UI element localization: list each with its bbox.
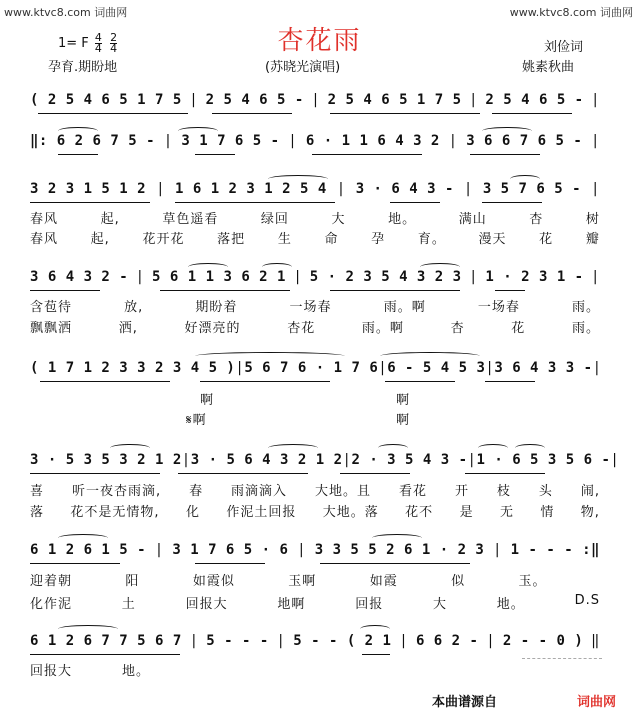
lyrics-line-6b: 落 花不是无情物, 化 作泥土回报 大地。落 花不 是 无 情 物, [30,505,600,520]
measure: 2 5 4 6 5 1 7 5 [327,92,462,108]
cropped-line [522,652,602,659]
underline [30,473,160,474]
measure: 3 · 5 6 4 3 2 1 2 [190,452,343,468]
key-label: 1= F [58,36,89,51]
slur [378,444,408,452]
composer: 姚素秋曲 [522,60,575,75]
underline [330,290,460,291]
slur [58,625,118,633]
underline [212,113,292,114]
measure: ( 2 5 4 6 5 1 7 5 [30,92,182,108]
key-signature [58,33,119,54]
measure: 5 6 7 6 · 1 7 6 [244,360,379,376]
underline [30,563,120,564]
slur [482,127,532,135]
measure: 6 1 2 6 1 5 - [30,542,147,558]
slur [380,352,480,360]
underline [482,202,542,203]
slur [262,263,292,271]
singer: (苏晓光演唱) [265,60,341,75]
underline [195,563,265,564]
time-signature-24: $\frac{2}{4}$ [110,31,118,55]
lyrics-line-7a: 迎着朝 阳 如霞似 玉啊 如霞 似 玉。 [30,574,547,589]
score-system-1: ( 2 5 4 6 5 1 7 5 | 2 5 4 6 5 - | 2 5 4 6 5 1 7 5 | 2 5 4 6 5 - | [30,92,600,108]
measure: 3 6 6 7 6 5 - [466,133,583,149]
lyrics-line-8a: 回报大 地。 [30,664,150,679]
watermark-left: www.ktvc8.com 词曲网 [4,6,128,19]
measure: 3 · 5 3 5 3 2 1 2 [30,452,182,468]
slur [478,444,508,452]
measure: 6 · 1 1 6 4 3 2 [305,133,440,149]
underline [195,154,235,155]
underline [495,290,525,291]
underline [340,473,410,474]
score-system-7: 6 1 2 6 1 5 - | 3 1 7 6 5 · 6 | 3 3 5 5 2 6 1 · 2 3 | 1 - - - :‖ [30,542,600,558]
watermark-right: www.ktvc8.com 词曲网 [509,6,633,19]
lyrics-line-4b: 飘飘洒 洒, 好漂亮的 杏花 雨。啊 杏 花 雨。 [30,321,600,336]
measure: 6 1 2 6 7 7 5 6 7 [30,633,182,649]
measure: 3 1 7 6 5 - [181,133,280,149]
score-system-6: 3 · 5 3 5 3 2 1 2 | 3 · 5 6 4 3 2 1 2 | 2 · 3 5 4 3 - | 1 · 6 5 3 5 6 - | [30,452,620,468]
lyrics-line-3b: 春风 起, 花开花 落把 生 命 孕 育。 漫天 花 瓣 [30,232,600,247]
lyrics-line-5a: 啊 啊 [200,393,410,408]
slur [178,127,218,135]
measure: 3 3 5 5 2 6 1 · 2 3 [314,542,485,558]
underline [58,154,98,155]
lyrics-line-3a: 春风 起, 草色遥看 绿回 大 地。 满山 杏 树 [30,212,600,227]
footer-site-logo[interactable]: 词曲网 [577,695,617,710]
measure: 2 - - 0 ) [502,633,584,649]
slur [372,534,422,542]
underline [320,563,470,564]
lyrics-line-5b: 𝄋啊 啊 [186,413,410,428]
measure: 6 - 5 4 5 3 [387,360,486,376]
score-system-8: 6 1 2 6 7 7 5 6 7 | 5 - - - | 5 - - ( 2 1 | 6 6 2 - | 2 - - 0 ) ‖ [30,633,600,649]
slur [58,127,98,135]
ds-marker: D.S [574,593,600,608]
song-title: 杏花雨 [277,26,362,56]
underline [178,473,308,474]
underline [492,113,572,114]
measure: 5 - - ( 2 1 [293,633,392,649]
underline [312,154,422,155]
measure: 3 · 6 4 3 - [355,181,454,197]
measure: 1 6 1 2 3 1 2 5 4 [174,181,327,197]
slur [110,444,150,452]
underline [465,473,545,474]
measure: 6 6 2 - [415,633,479,649]
underline [362,654,390,655]
slur [360,625,390,633]
score-system-4: 3 6 4 3 2 - | 5 6 1 1 3 6 2 1 | 5 · 2 3 5 4 3 2 3 | 1 · 2 3 1 - | [30,269,600,285]
slur [510,175,540,183]
measure: 3 5 7 6 5 - [482,181,582,197]
lyrics-line-7b: 化作泥 土 回报大 地啊 回报 大 地。 D.S [30,593,600,612]
measure: 3 6 4 3 3 - [494,360,593,376]
slur [268,175,328,183]
slur [188,263,228,271]
underline [485,381,535,382]
measure: 1 · 2 3 1 - [485,269,584,285]
score-system-3: 3 2 3 1 5 1 2 | 1 6 1 2 3 1 2 5 4 | 3 · 6 4 3 - | 3 5 7 6 5 - | [30,181,600,197]
measure: 2 · 3 5 4 3 - [351,452,468,468]
underline [385,381,455,382]
underline [38,113,188,114]
slur [420,263,460,271]
lyricist: 刘俭词 [544,40,584,55]
underline [30,202,150,203]
slur [195,352,345,360]
measure: 5 - - - [206,633,269,649]
measure: 2 5 4 6 5 - [205,92,304,108]
lyrics-line-6a: 喜 听一夜杏雨滴, 春 雨滴滴入 大地。且 看花 开 枝 头 闹, [30,484,600,499]
score-system-2: ‖: 6 2 6 7 5 - | 3 1 7 6 5 - | 6 · 1 1 6 4 3 2 | 3 6 6 7 6 5 - | [30,133,600,149]
measure: 5 6 1 1 3 6 2 1 [152,269,286,285]
underline [175,202,335,203]
lyrics-line-4a: 含苞待 放, 期盼着 一场春 雨。啊 一场春 雨。 [30,300,600,315]
underline [470,154,540,155]
subtitle: 孕育.期盼地 [48,60,118,75]
slur [268,444,318,452]
measure: 3 1 7 6 5 · 6 [172,542,289,558]
slur [58,534,108,542]
underline [30,290,100,291]
time-signature-44: $\frac{4}{4}$ [94,31,102,55]
footer-source-text: 本曲谱源自 [432,695,498,710]
underline [30,654,180,655]
slur [515,444,545,452]
underline [160,290,290,291]
measure: 1 · 6 5 3 5 6 - [476,452,611,468]
measure: ‖: 6 2 6 7 5 - [30,133,156,149]
underline [40,381,170,382]
score-system-5: ( 1 7 1 2 3 3 2 3 4 5 ) | 5 6 7 6 · 1 7 6 | 6 - 5 4 5 3 | 3 6 4 3 3 - | [30,360,602,376]
measure: 1 - - - :‖ [510,542,600,558]
underline [200,381,330,382]
measure: 5 · 2 3 5 4 3 2 3 [309,269,462,285]
measure: 2 5 4 6 5 - [485,92,584,108]
measure: 3 2 3 1 5 1 2 [30,181,147,197]
measure: ( 1 7 1 2 3 3 2 3 4 5 ) [30,360,236,376]
underline [330,113,480,114]
underline [390,202,440,203]
measure: 3 6 4 3 2 - [30,269,129,285]
